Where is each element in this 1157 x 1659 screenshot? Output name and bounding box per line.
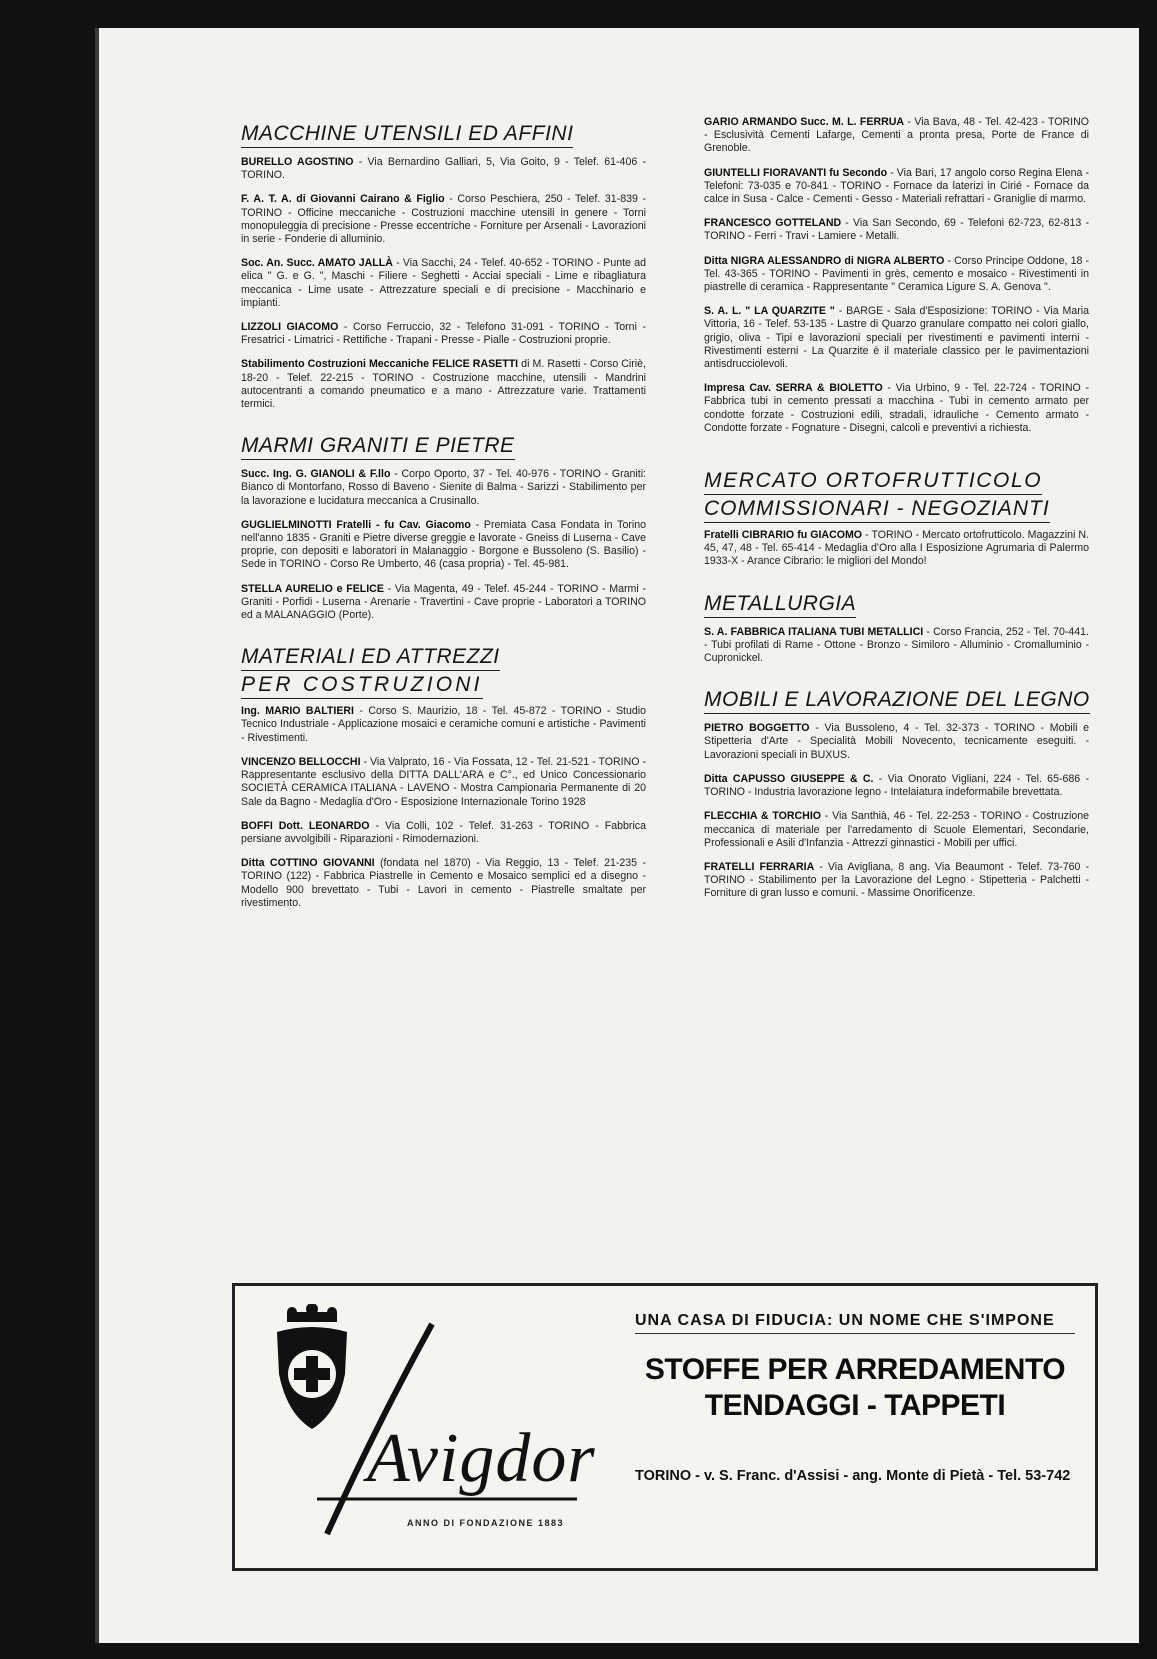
listing-name: PIETRO BOGGETTO — [704, 722, 810, 735]
listing-entry — [704, 861, 1089, 901]
listing-name: FLECCHIA & TORCHIO — [704, 810, 822, 823]
listing-name: STELLA AURELIO e FELICE — [241, 582, 384, 595]
advert-text-block — [635, 1306, 1075, 1484]
section-metallurgia — [704, 580, 1089, 666]
listing-entry — [704, 626, 1089, 666]
listing-text: - Via Avigliana, 8 ang. Via Beaumont - Telef. 73-760 - TORINO - Stabilimento per la Lavorazione del Legno - Stipetteria - Palchetti - Forniture di gran lusso e comuni. - Massime Onorificenze. — [704, 860, 1089, 900]
listing-entry — [241, 156, 646, 182]
listing-entry — [704, 305, 1089, 371]
listing-entry — [704, 810, 1089, 850]
advertisement-box — [232, 1283, 1098, 1571]
listing-name: Fratelli CIBRARIO fu GIACOMO — [704, 529, 863, 542]
listing-text: - BARGE - Sala d'Esposizione: TORINO - Via Maria Vittoria, 16 - Telef. 53-135 - Lastre di Quarzo granulare compatto nei colori giallo, grigio, oliva - Tipi e lavorazioni speciali per rivestimenti e pavimenti interni - Rivestimenti esterni - La Quarzite è il materiale classico per le pavimentazioni antisdrucciolevoli. — [704, 305, 1089, 371]
listing-text: - Via Onorato Vigliani, 224 - Tel. 65-686 - TORINO - Industria lavorazione legno - Intelaiatura indeformabile brevettata. — [704, 772, 1089, 799]
listing-name: Stabilimento Costruzioni Meccaniche FELICE RASETTI — [241, 358, 519, 371]
listing-text: - Via Santhià, 46 - Tel. 22-253 - TORINO - Costruzione meccanica di materiale per l'arredamento di Scuole Elementari, Secondarie, Professionali e Asili d'Infanzia - Attrezzi ginnastici - Mobili per uffici. — [704, 810, 1089, 849]
foundation-year: ANNO DI FONDAZIONE 1883 — [407, 1518, 565, 1528]
section-materiali-attrezzi — [241, 633, 646, 910]
listing-text: - Corpo Oporto, 37 - Tel. 40-976 - TORINO - Graniti: Bianco di Montorfano, Rosso di Baveno - Sienite di Balma - Sarizzi - Stabilimento per la lavorazione e lucidatura meccanica a Crusinallo. — [241, 468, 646, 507]
listing-entry — [241, 756, 646, 809]
listing-name: FRATELLI FERRARIA — [704, 860, 815, 873]
listing-name: Ditta COTTINO GIOVANNI — [241, 857, 375, 870]
listing-text: - Via Colli, 102 - Telef. 31-263 - TORINO - Fabbrica persiane avvolgibili - Riparazioni - Rimodernazioni. — [241, 819, 646, 845]
listing-entry — [241, 857, 646, 910]
listing-text: di M. Rasetti - Corso Ciriè, 18-20 - Telef. 22-215 - TORINO - Costruzione macchine, utensili - Mandrini autocentranti a comando pneumatico e a mano - Attrezzature varie. Trattamenti termici. — [241, 358, 646, 411]
listing-name: Soc. An. Succ. AMATO JALLÀ — [241, 257, 393, 270]
listing-name: FRANCESCO GOTTELAND — [704, 217, 842, 230]
listing-entry — [704, 167, 1089, 207]
listing-text: - TORINO - Mercato ortofrutticolo. Magazzini N. 45, 47, 48 - Tel. 65-414 - Medaglia d'Oro alla I Esposizione Agrumaria di Palermo 1933-X - Arance Cibrario: le migliori del Mondo! — [704, 529, 1090, 568]
listing-entry — [241, 705, 646, 745]
advert-slogan: UNA CASA DI FIDUCIA: UN NOME CHE S'IMPONE — [635, 1312, 1055, 1329]
listing-name: GARIO ARMANDO Succ. M. L. FERRUA — [704, 116, 905, 128]
listing-text: - Via Bari, 17 angolo corso Regina Elena - Telefoni: 73-035 e 70-841 - TORINO - Fornace da laterizi in Cirié - Fornace da calce in Susa - Calce - Cementi - Gesso - Materiali refrattari - Graniglie di marmo. — [704, 166, 1089, 206]
section-heading-line2: COMMISSIONARI - NEGOZIANTI — [704, 497, 1050, 523]
section-heading: MERCATO ORTOFRUTTICOLO — [704, 469, 1042, 495]
listing-entry — [241, 358, 646, 411]
listing-name: Impresa Cav. SERRA & BIOLETTO — [704, 382, 883, 395]
section-marmi-graniti — [241, 422, 646, 622]
listing-name: Ditta CAPUSSO GIUSEPPE & C. — [704, 772, 874, 785]
listing-entry — [704, 722, 1089, 762]
brand-name: Avigdor — [367, 1420, 596, 1497]
listing-name: S. A. L. " LA QUARZITE " — [704, 305, 835, 318]
listing-entry — [241, 257, 646, 310]
listing-text: - Via Urbino, 9 - Tel. 22-724 - TORINO - Fabbrica tubi in cemento pressati a macchina - Tubi in cemento armato per condotte forzate - Costruzioni edili, stradali, idrauliche - Cemento armato - Condotte forzate - Fognature - Disegni, calcoli e preventivi a richiesta. — [704, 382, 1089, 434]
listing-entry — [241, 321, 646, 347]
listing-entry — [704, 255, 1089, 295]
listing-entry — [704, 217, 1089, 243]
listing-name: Ing. MARIO BALTIERI — [241, 705, 354, 718]
listing-name: Ditta NIGRA ALESSANDRO di NIGRA ALBERTO — [704, 254, 945, 267]
advert-logo-block — [257, 1304, 596, 1554]
listing-text: - Via San Secondo, 69 - Telefoni 62-723, 62-813 - TORINO - Ferri - Travi - Lamiere - Metalli. — [704, 217, 1089, 243]
listing-entry — [241, 468, 646, 508]
listing-entry — [704, 773, 1089, 799]
advert-address: TORINO - v. S. Franc. d'Assisi - ang. Monte di Pietà - Tel. 53-742 — [635, 1468, 1071, 1484]
listing-name: BOFFI Dott. LEONARDO — [241, 819, 370, 832]
listing-name: F. A. T. A. di Giovanni Cairano & Figlio — [241, 193, 445, 206]
listing-entry — [241, 193, 646, 246]
listing-name: GIUNTELLI FIORAVANTI fu Secondo — [704, 166, 888, 179]
listing-entry — [704, 116, 1089, 156]
right-column — [704, 116, 1089, 912]
advert-line-1: STOFFE PER ARREDAMENTO — [644, 1353, 1066, 1386]
listing-entry — [241, 583, 646, 623]
section-macchine-utensili — [241, 110, 646, 411]
listing-text: - Corso Principe Oddone, 18 - Tel. 43-365 - TORINO - Pavimenti in grès, cemento e mosaico - Rivestimenti in piastrelle di ceramica - Rappresentante " Ceramica Ligure S. A. Genova ". — [704, 254, 1089, 294]
listing-text: - Corso Peschiera, 250 - Telef. 31-839 - TORINO - Officine meccaniche - Costruzioni macchine utensili in genere - Torni monopuleggia di precisione - Presse eccentriche - Forniture per Arsenali - Lavorazioni in serie - Fonderie di alluminio. — [241, 193, 647, 246]
section-heading-group — [704, 457, 1089, 525]
slogan-divider — [635, 1333, 1075, 1334]
listing-text: - Corso S. Maurizio, 18 - Tel. 45-872 - TORINO - Studio Tecnico Industriale - Applicazione mosaici e ceramiche comuni e artistiche - Pavimenti - Rivestimenti. — [241, 705, 646, 744]
listing-name: VINCENZO BELLOCCHI — [241, 755, 361, 768]
section-heading: METALLURGIA — [704, 592, 856, 618]
listing-entry — [704, 382, 1089, 435]
listing-text: - Via Bernardino Galliari, 5, Via Goito, 9 - Telef. 61-406 - TORINO. — [241, 156, 646, 182]
left-column — [241, 110, 646, 921]
listing-name: GUGLIELMINOTTI Fratelli - fu Cav. Giacomo — [241, 518, 471, 531]
listing-name: Succ. Ing. G. GIANOLI & F.llo — [241, 468, 391, 481]
listing-text: - Premiata Casa Fondata in Torino nell'anno 1835 - Graniti e Pietre diverse greggie e lavorate - Gneiss di Luserna - Cave proprie, con depositi e laboratori in Malanaggio - Borgone e Bussoleno (S. Basilio) - Sede in TORINO - Corso Re Umberto, 46 (casa propria) - Tel. 45-981. — [241, 518, 646, 571]
section-heading: MARMI GRANITI E PIETRE — [241, 434, 515, 460]
listing-name: LIZZOLI GIACOMO — [241, 321, 339, 334]
section-mobili-legno — [704, 676, 1089, 900]
section-heading-group — [241, 633, 646, 701]
listing-text: - Via Bussoleno, 4 - Tel. 32-373 - TORINO - Mobili e Stipetteria d'Arte - Specialità Mobili Novecento, tecnicamente eseguiti. - Lavorazioni speciali in BUXUS. — [704, 722, 1090, 761]
document-page — [95, 28, 1139, 1643]
section-heading-line2: PER COSTRUZIONI — [241, 673, 483, 699]
section-heading: MATERIALI ED ATTREZZI — [241, 645, 500, 671]
section-materiali-continued — [704, 116, 1089, 435]
listing-name: BURELLO AGOSTINO — [241, 156, 354, 168]
listing-text: (fondata nel 1870) - Via Reggio, 13 - Telef. 21-235 - TORINO (122) - Fabbrica Piastrelle in Cemento e Mosaico semplici ed a disegno - Modello 900 brevettato - Tubi - Lavori in cemento - Piastrelle smaltate per rivestimento. — [241, 857, 646, 909]
section-heading: MACCHINE UTENSILI ED AFFINI — [241, 122, 573, 148]
listing-text: - Via Magenta, 49 - Telef. 45-244 - TORINO - Marmi - Graniti - Porfidi - Luserna - Arenarie - Travertini - Cave proprie - Laboratori a TORINO ed a MALANAGGIO (Porte). — [241, 582, 646, 622]
listing-text: - Corso Francia, 252 - Tel. 70-441. - Tubi profilati di Rame - Ottone - Bronzo - Similoro - Alluminio - Cromalluminio - Cupronickel. — [704, 625, 1090, 665]
listing-entry — [704, 529, 1089, 569]
listing-name: S. A. FABBRICA ITALIANA TUBI METALLICI — [704, 625, 924, 638]
section-heading: MOBILI E LAVORAZIONE DEL LEGNO — [704, 688, 1090, 714]
listing-text: - Via Bava, 48 - Tel. 42-423 - TORINO - Esclusività Cementi Lafarge, Cementi a pronta presa, Porte de France di Grenoble. — [704, 116, 1089, 155]
listing-text: - Corso Ferruccio, 32 - Telefono 31-091 - TORINO - Torni - Fresatrici - Limatrici - Rettifiche - Trapani - Presse - Pialle - Costruzioni proprie. — [241, 321, 646, 347]
advert-line-2: TENDAGGI - TAPPETI — [704, 1389, 1006, 1422]
listing-text: - Via Valprato, 16 - Via Fossata, 12 - Tel. 21-521 - TORINO - Rappresentante esclusivo della DITTA DALL'ARA e C°., ed Unico Concessionario SOCIETÀ CERAMICA ITALIANA - LAVENO - Mostra Campionaria Permanente di 20 Sale da Bagno - Medaglia d'Oro - Esposizione Internazionale Torino 1928 — [241, 755, 646, 808]
listing-entry — [241, 519, 646, 572]
section-mercato-ortofrutticolo — [704, 457, 1089, 569]
listing-entry — [241, 820, 646, 846]
listing-text: - Via Sacchi, 24 - Telef. 40-652 - TORINO - Punte ad elica " G. e G. ", Maschi - Filiere - Seghetti - Acciai speciali - Lime e ribagliatura meccanica - Lime usate - Attrezzature speciali e di precisione - Macchinario e impianti. — [241, 257, 646, 309]
